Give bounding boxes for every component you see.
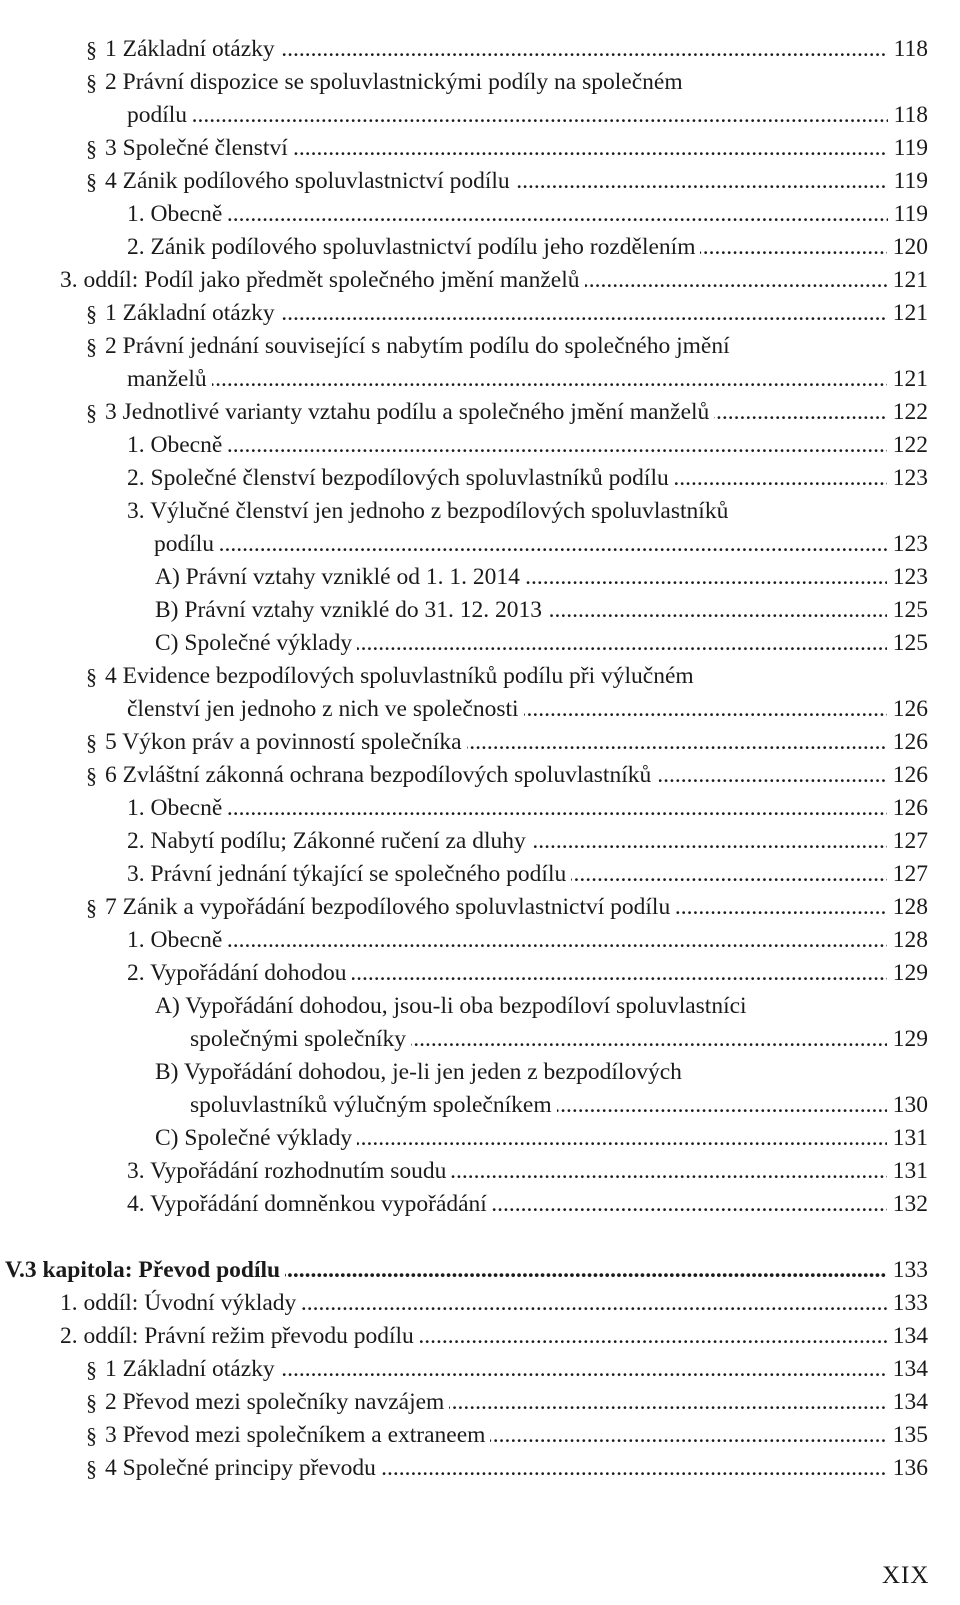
toc-entry[interactable] (0, 1353, 960, 1386)
toc-entry-title: 4 Evidence bezpodílových spoluvlastníků podílu při výlučném (105, 660, 699, 693)
page-number: 134 (887, 1353, 928, 1386)
page-number: 126 (887, 759, 928, 792)
dot-leader (127, 198, 888, 231)
toc-entry-title-continuation: členství jen jednoho z nich ve společnosti (127, 693, 524, 726)
page-number: 136 (887, 1452, 928, 1485)
toc-entry-title: C) Společné výklady (155, 627, 357, 660)
section-mark: § (86, 730, 97, 755)
page-number: 131 (887, 1122, 928, 1155)
toc-entry[interactable] (0, 1122, 960, 1155)
toc-entry-title: 2 Převod mezi společníky navzájem (105, 1386, 449, 1419)
toc-entry-title: 7 Zánik a vypořádání bezpodílového spoluvlastnictví podílu (105, 891, 675, 924)
page-number: 135 (887, 1419, 928, 1452)
toc-entry-title: 1 Základní otázky (105, 297, 280, 330)
toc-entry[interactable] (0, 726, 960, 759)
section-mark: § (86, 37, 97, 62)
page-number: 132 (887, 1188, 928, 1221)
section-mark: § (86, 1423, 97, 1448)
toc-entry[interactable] (0, 33, 960, 66)
toc-entry-title: 3. Vypořádání rozhodnutím soudu (127, 1155, 451, 1188)
page-number: 126 (887, 693, 928, 726)
section-mark: § (86, 136, 97, 161)
page-number: 125 (887, 594, 928, 627)
page-number: 133 (887, 1254, 928, 1287)
toc-entry[interactable] (0, 1155, 960, 1188)
toc-entry-title: 3. oddíl: Podíl jako předmět společného jmění manželů (60, 264, 585, 297)
toc-entry[interactable] (0, 198, 960, 231)
page-number: 121 (887, 363, 928, 396)
page-number: 127 (887, 825, 928, 858)
toc-entry-title: 4 Zánik podílového spoluvlastnictví podílu (105, 165, 515, 198)
page-number: 118 (888, 33, 928, 66)
toc-entry-title: 1. oddíl: Úvodní výklady (60, 1287, 301, 1320)
toc-entry-title: B) Právní vztahy vzniklé do 31. 12. 2013 (155, 594, 547, 627)
toc-entry[interactable] (0, 429, 960, 462)
toc-entry-title-continuation: společnými společníky (190, 1023, 411, 1056)
toc-entry[interactable] (0, 264, 960, 297)
toc-entry[interactable] (0, 66, 960, 132)
page-number: 127 (887, 858, 928, 891)
page-number: 118 (888, 99, 928, 132)
toc-entry[interactable] (0, 792, 960, 825)
page-number: 119 (888, 165, 928, 198)
dot-leader (127, 429, 888, 462)
toc-entry-title: 3. Právní jednání týkající se společného podílu (127, 858, 571, 891)
toc-entry-title: 3 Jednotlivé varianty vztahu podílu a společného jmění manželů (105, 396, 714, 429)
page-number: 123 (887, 462, 928, 495)
page-folio: XIX (882, 1562, 930, 1589)
dot-leader (127, 363, 888, 396)
section-mark: § (86, 763, 97, 788)
page-number: 133 (887, 1287, 928, 1320)
section-mark: § (86, 169, 97, 194)
toc-entry[interactable] (0, 132, 960, 165)
page-number: 122 (887, 429, 928, 462)
dot-leader (127, 924, 888, 957)
toc-entry[interactable] (0, 330, 960, 396)
toc-entry-title: 1 Základní otázky (105, 33, 280, 66)
toc-entry[interactable] (0, 957, 960, 990)
toc-entry-title: 1. Obecně (127, 429, 227, 462)
toc-entry-title: 2. oddíl: Právní režim převodu podílu (60, 1320, 419, 1353)
page-number: 126 (887, 726, 928, 759)
toc-entry-title: 3 Společné členství (105, 132, 293, 165)
page-number: 119 (888, 198, 928, 231)
page-number: 130 (887, 1089, 928, 1122)
toc-entry-title: 1 Základní otázky (105, 1353, 280, 1386)
section-mark: § (86, 1390, 97, 1415)
page-number: 121 (887, 264, 928, 297)
toc-entry-title: 1. Obecně (127, 792, 227, 825)
page-number: 120 (887, 231, 928, 264)
toc-entry[interactable] (0, 1452, 960, 1485)
toc-entry[interactable] (0, 825, 960, 858)
toc-entry-title: 1. Obecně (127, 924, 227, 957)
toc-entry[interactable] (0, 462, 960, 495)
toc-entry[interactable] (0, 165, 960, 198)
page-number: 126 (887, 792, 928, 825)
toc-entry-title: 4. Vypořádání domněnkou vypořádání (127, 1188, 492, 1221)
toc-entry[interactable] (0, 594, 960, 627)
toc-entry-title: A) Vypořádání dohodou, jsou-li oba bezpodíloví spoluvlastníci (155, 990, 752, 1023)
toc-entry[interactable] (0, 297, 960, 330)
toc-entry[interactable] (0, 1320, 960, 1353)
section-mark: § (86, 400, 97, 425)
section-mark: § (86, 1456, 97, 1481)
section-mark: § (86, 895, 97, 920)
table-of-contents (0, 33, 960, 1485)
dot-leader (154, 528, 888, 561)
page-number: 123 (887, 528, 928, 561)
toc-entry[interactable] (0, 627, 960, 660)
toc-entry[interactable] (0, 495, 960, 561)
toc-entry[interactable] (0, 1386, 960, 1419)
toc-entry-title: 3 Převod mezi společníkem a extraneem (105, 1419, 490, 1452)
toc-entry[interactable] (0, 231, 960, 264)
toc-entry-title: 6 Zvláštní zákonná ochrana bezpodílových spoluvlastníků (105, 759, 656, 792)
toc-entry-title: C) Společné výklady (155, 1122, 357, 1155)
page-number: 125 (887, 627, 928, 660)
toc-entry-title-continuation: podílu (127, 99, 192, 132)
section-mark: § (86, 1357, 97, 1382)
dot-leader (127, 792, 888, 825)
page-number: 128 (887, 891, 928, 924)
page-number: 122 (887, 396, 928, 429)
toc-entry[interactable] (0, 759, 960, 792)
toc-entry-title: B) Vypořádání dohodou, je-li jen jeden z bezpodílových (155, 1056, 687, 1089)
toc-entry-title: 4 Společné principy převodu (105, 1452, 381, 1485)
page-number: 129 (887, 1023, 928, 1056)
page-number: 128 (887, 924, 928, 957)
toc-entry[interactable] (0, 924, 960, 957)
page-number: 123 (887, 561, 928, 594)
page-number: 134 (887, 1320, 928, 1353)
section-mark: § (86, 334, 97, 359)
toc-entry[interactable] (0, 1419, 960, 1452)
page-number: 129 (887, 957, 928, 990)
section-mark: § (86, 301, 97, 326)
toc-entry-title: 2. Zánik podílového spoluvlastnictví podílu jeho rozdělením (127, 231, 700, 264)
toc-entry-title: 2. Nabytí podílu; Zákonné ručení za dluhy (127, 825, 531, 858)
toc-entry-title: 1. Obecně (127, 198, 227, 231)
toc-entry[interactable] (0, 1188, 960, 1221)
toc-entry[interactable] (0, 396, 960, 429)
dot-leader (127, 99, 888, 132)
toc-entry[interactable] (0, 858, 960, 891)
toc-entry-title-continuation: spoluvlastníků výlučným společníkem (190, 1089, 557, 1122)
toc-entry-title: 2 Právní dispozice se spoluvlastnickými podíly na společném (105, 66, 688, 99)
toc-entry[interactable] (0, 660, 960, 726)
section-mark: § (86, 664, 97, 689)
toc-entry-title-continuation: manželů (127, 363, 212, 396)
toc-entry-title: A) Právní vztahy vzniklé od 1. 1. 2014 (155, 561, 525, 594)
toc-entry-title: V.3 kapitola: Převod podílu (5, 1254, 285, 1287)
toc-entry-title-continuation: podílu (154, 528, 219, 561)
toc-entry[interactable] (0, 891, 960, 924)
toc-entry[interactable] (0, 561, 960, 594)
page-number: 131 (887, 1155, 928, 1188)
toc-entry[interactable] (0, 1287, 960, 1320)
page-number: 134 (887, 1386, 928, 1419)
toc-entry-title: 2. Společné členství bezpodílových spoluvlastníků podílu (127, 462, 674, 495)
toc-entry-title: 3. Výlučné členství jen jednoho z bezpodílových spoluvlastníků (127, 495, 733, 528)
section-mark: § (86, 70, 97, 95)
toc-entry[interactable] (0, 1056, 960, 1122)
toc-entry-title: 5 Výkon práv a povinností společníka (105, 726, 467, 759)
page-number: 121 (887, 297, 928, 330)
toc-entry[interactable] (0, 990, 960, 1056)
page-number: 119 (888, 132, 928, 165)
toc-entry-title: 2 Právní jednání související s nabytím podílu do společného jmění (105, 330, 735, 363)
toc-entry[interactable] (0, 1254, 960, 1287)
toc-entry-title: 2. Vypořádání dohodou (127, 957, 352, 990)
